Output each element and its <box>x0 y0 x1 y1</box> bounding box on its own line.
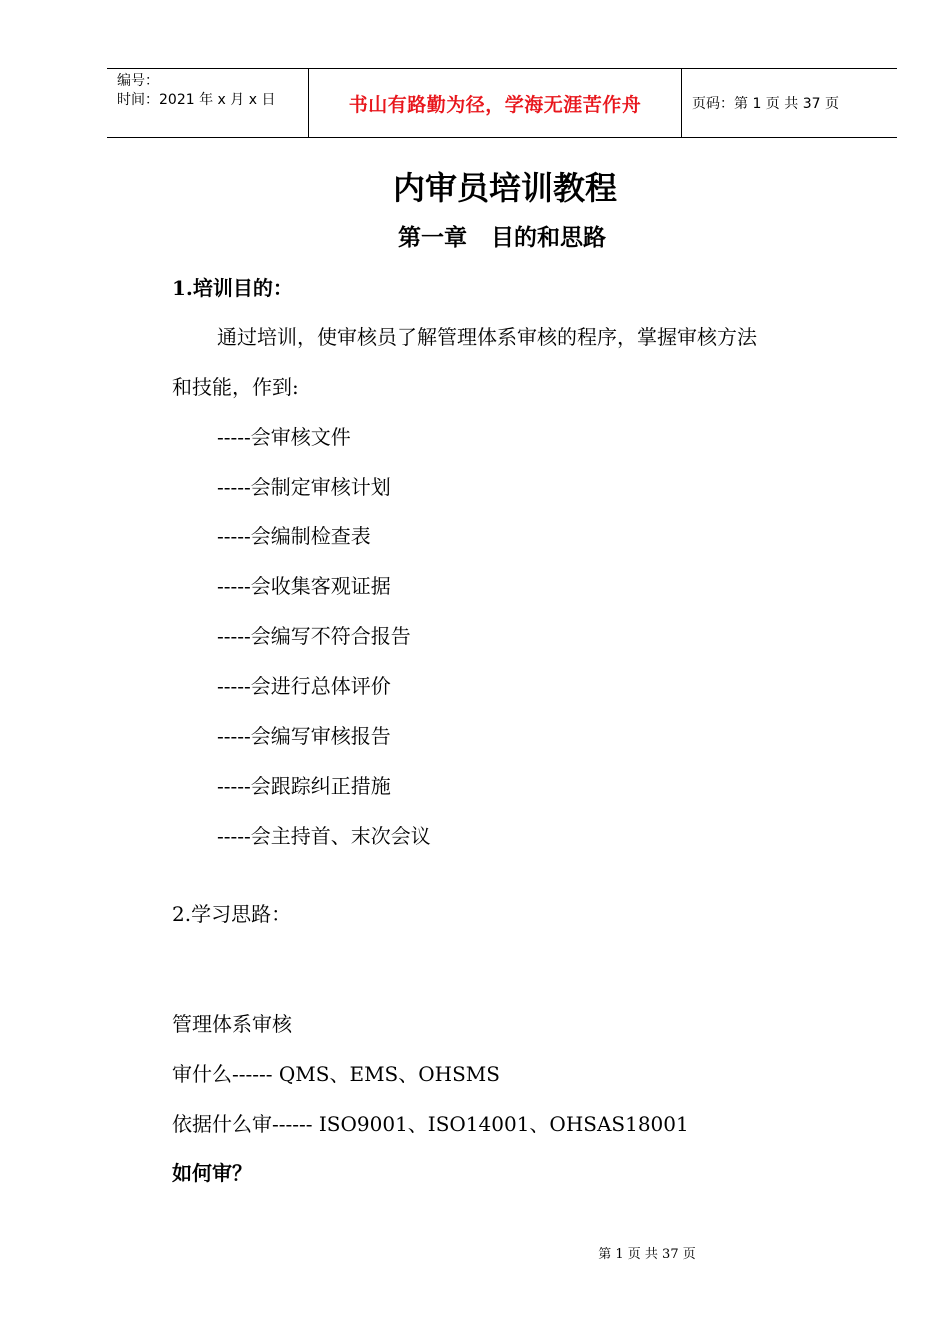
list-item: -----会编写审核报告 <box>217 724 391 748</box>
section1-heading: 1.培训目的： <box>172 276 293 300</box>
page-footer: 第 1 页 共 37 页 <box>598 1247 696 1262</box>
list-item: -----会制定审核计划 <box>217 475 391 499</box>
header-left-cell <box>107 69 309 137</box>
list-item: -----会收集客观证据 <box>217 574 391 598</box>
header-page-info: 页码：第 1 页 共 37 页 <box>692 96 839 112</box>
header-motto: 书山有路勤为径，学海无涯苦作舟 <box>348 94 642 116</box>
header-table <box>107 68 897 138</box>
list-item: -----会进行总体评价 <box>217 674 391 698</box>
document-date: 时间：2021 年 x 月 x 日 <box>117 92 276 108</box>
section2-basis: 依据什么审------ ISO9001、ISO14001、OHSAS18001 <box>172 1112 689 1136</box>
section2-heading: 2.学习思路： <box>172 902 292 926</box>
document-id-label: 编号： <box>117 73 159 89</box>
section1-paragraph-line1: 通过培训，使审核员了解管理体系审核的程序，掌握审核方法 <box>217 325 757 349</box>
list-item: -----会编写不符合报告 <box>217 624 411 648</box>
section2-what: 审什么------ QMS、EMS、OHSMS <box>172 1062 500 1086</box>
list-item: -----会编制检查表 <box>217 524 371 548</box>
section1-paragraph-line2: 和技能，作到: <box>172 375 299 399</box>
list-item: -----会主持首、末次会议 <box>217 824 431 848</box>
header-page-cell <box>682 69 897 137</box>
section2-how: 如何审？ <box>172 1161 252 1185</box>
chapter-title: 第一章 目的和思路 <box>397 225 607 251</box>
list-item: -----会跟踪纠正措施 <box>217 774 391 798</box>
section2-subject: 管理体系审核 <box>172 1012 292 1036</box>
list-item: -----会审核文件 <box>217 425 351 449</box>
document-title: 内审员培训教程 <box>392 169 617 207</box>
header-motto-cell <box>309 69 682 137</box>
